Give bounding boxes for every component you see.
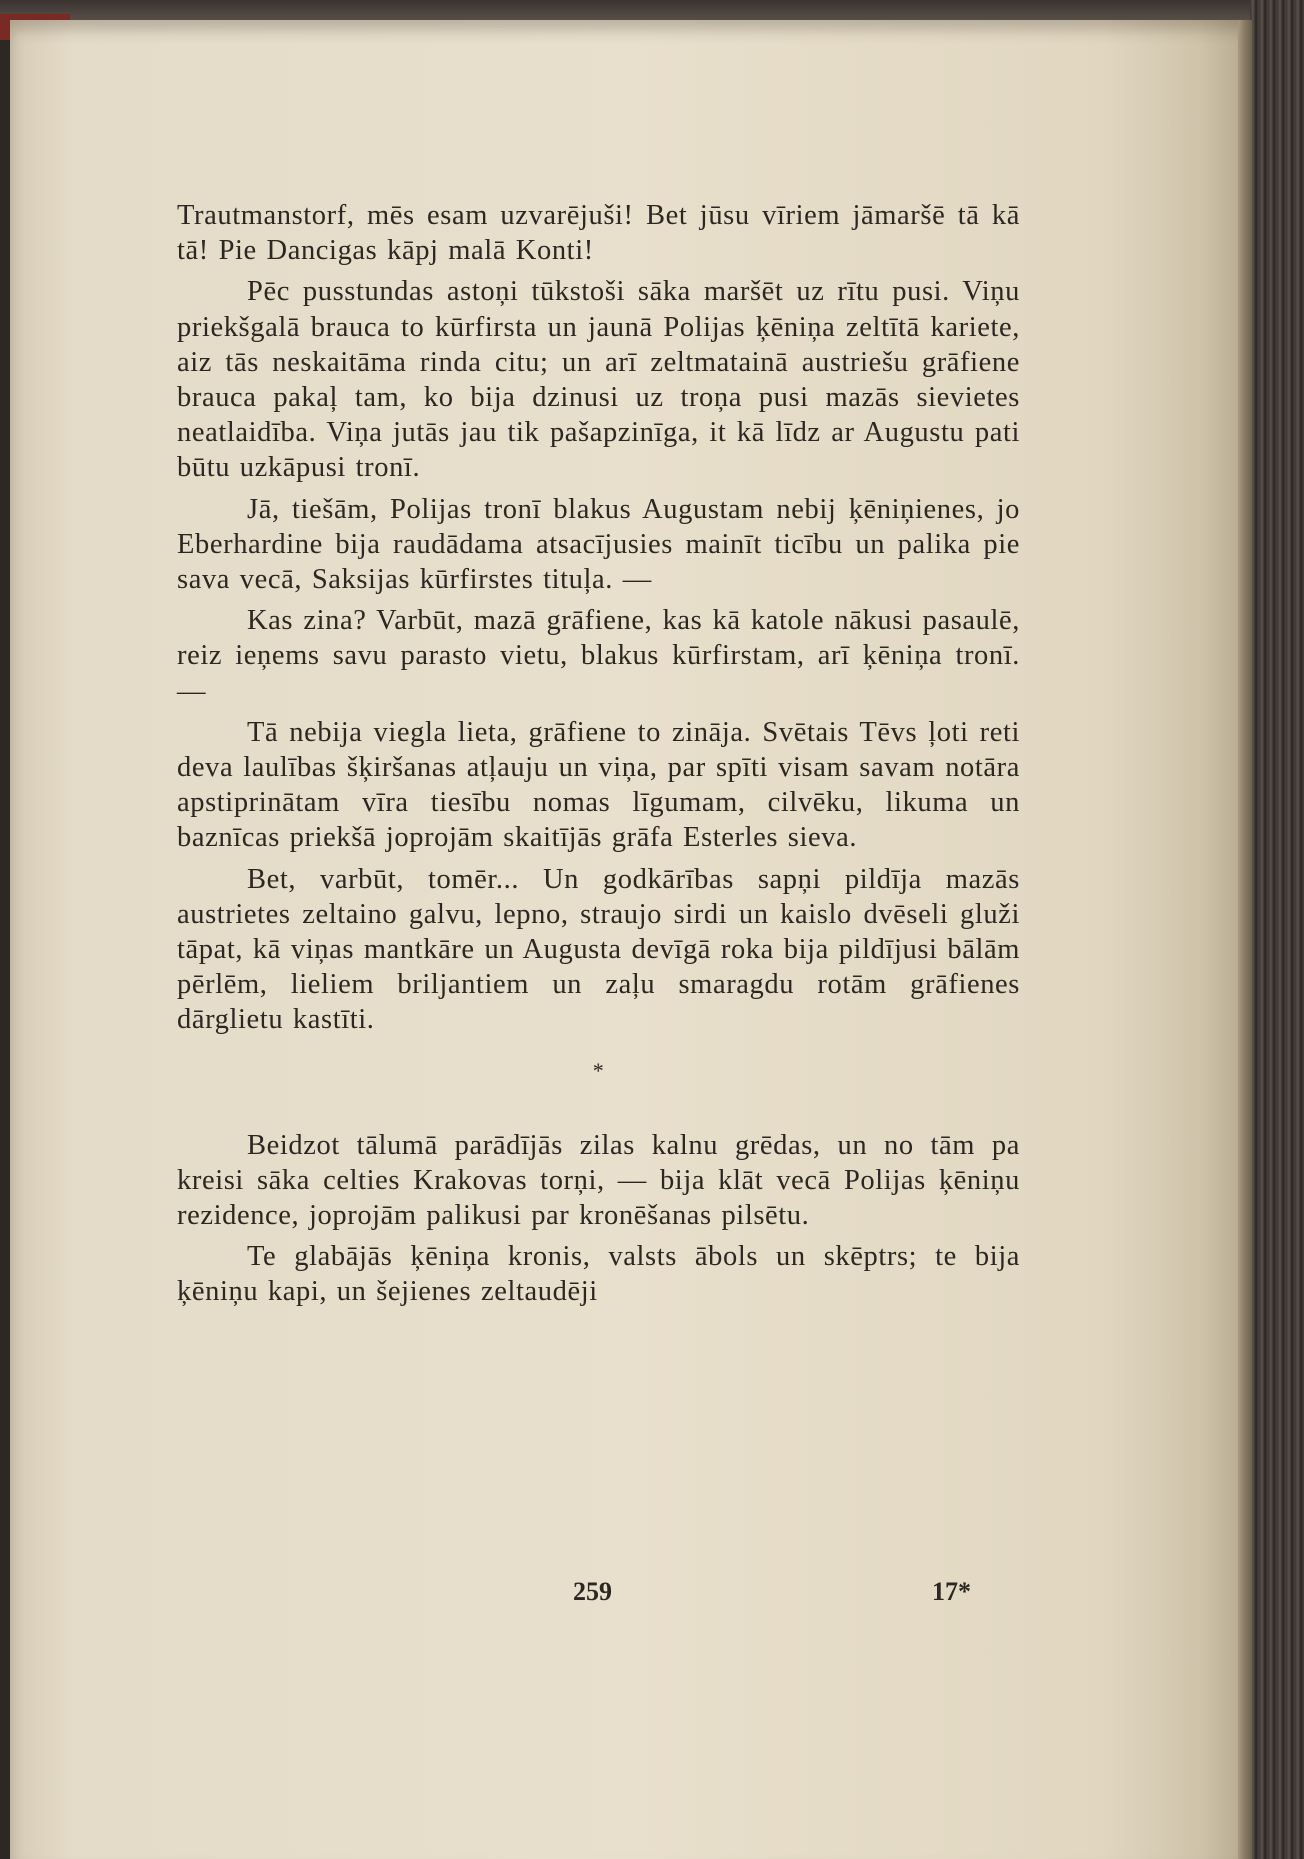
page-body-text	[177, 198, 1020, 1310]
page-footer	[177, 1577, 1020, 1617]
printer-signature-mark: 17*	[932, 1577, 971, 1606]
page-gutter-shadow	[1238, 20, 1252, 1859]
paragraph-2: Pēc pusstundas astoņi tūkstoši sāka maršēt uz rītu pusi. Viņu priekšgalā brauca to kūrfirsta un jaunā Polijas ķēniņa zeltītā kariete, aiz tās neskaitāma rinda citu; un arī zeltmatainā austriešu grāfiene brauca pakaļ tam, ko bija dzinusi uz troņa pusi mazās sievietes neatlaidība. Viņa jutās jau tik pašapzinīga, it kā līdz ar Augustu pati būtu uzkāpusi tronī.	[177, 276, 1020, 484]
paragraph-8: Te glabājās ķēniņa kronis, valsts ābols un skēptrs; te bija ķēniņu kapi, un šejienes zeltaudēji	[177, 1241, 1020, 1308]
book-spine-edge	[1250, 0, 1304, 1859]
paragraph-6: Bet, varbūt, tomēr... Un godkārības sapņi pildīja mazās austrietes zeltaino galvu, lepno, straujo sirdi un kaislo dvēseli gluži tāpat, kā viņas mantkāre un Augusta devīgā roka bija pildījusi bālām pērlēm, lieliem briljantiem un zaļu smaragdu rotām grāfienes dārglietu kastīti.	[177, 863, 1020, 1036]
paragraph-7: Beidzot tālumā parādījās zilas kalnu grēdas, un no tām pa kreisi sāka celties Krakovas torņi, — bija klāt vecā Polijas ķēniņu rezidence, joprojām palikusi par kronēšanas pilsētu.	[177, 1129, 1020, 1232]
paragraph-3: Jā, tiešām, Polijas tronī blakus Augustam nebij ķēniņienes, jo Eberhardine bija raudādama atsacījusies mainīt ticību un palika pie sava vecā, Saksijas kūrfirstes tituļa. —	[177, 493, 1020, 596]
paragraph-1: Trautmanstorf, mēs esam uzvarējuši! Bet jūsu vīriem jāmaršē tā kā tā! Pie Dancigas kāpj malā Konti!	[177, 200, 1020, 267]
section-break-asterisk: *	[592, 1057, 605, 1083]
page-number: 259	[573, 1577, 612, 1606]
paragraph-5: Tā nebija viegla lieta, grāfiene to zināja. Svētais Tēvs ļoti reti deva laulības šķiršanas atļauju un viņa, par spīti visam savam notāra apstiprinātam vīra tiesību nomas līgumam, cilvēku, likuma un baznīcas priekšā joprojām skaitījās grāfa Esterles sieva.	[177, 716, 1020, 854]
paragraph-4: Kas zina? Varbūt, mazā grāfiene, kas kā katole nākusi pasaulē, reiz ieņems savu parasto vietu, blakus kūrfirstam, arī ķēniņa tronī. —	[177, 605, 1020, 707]
